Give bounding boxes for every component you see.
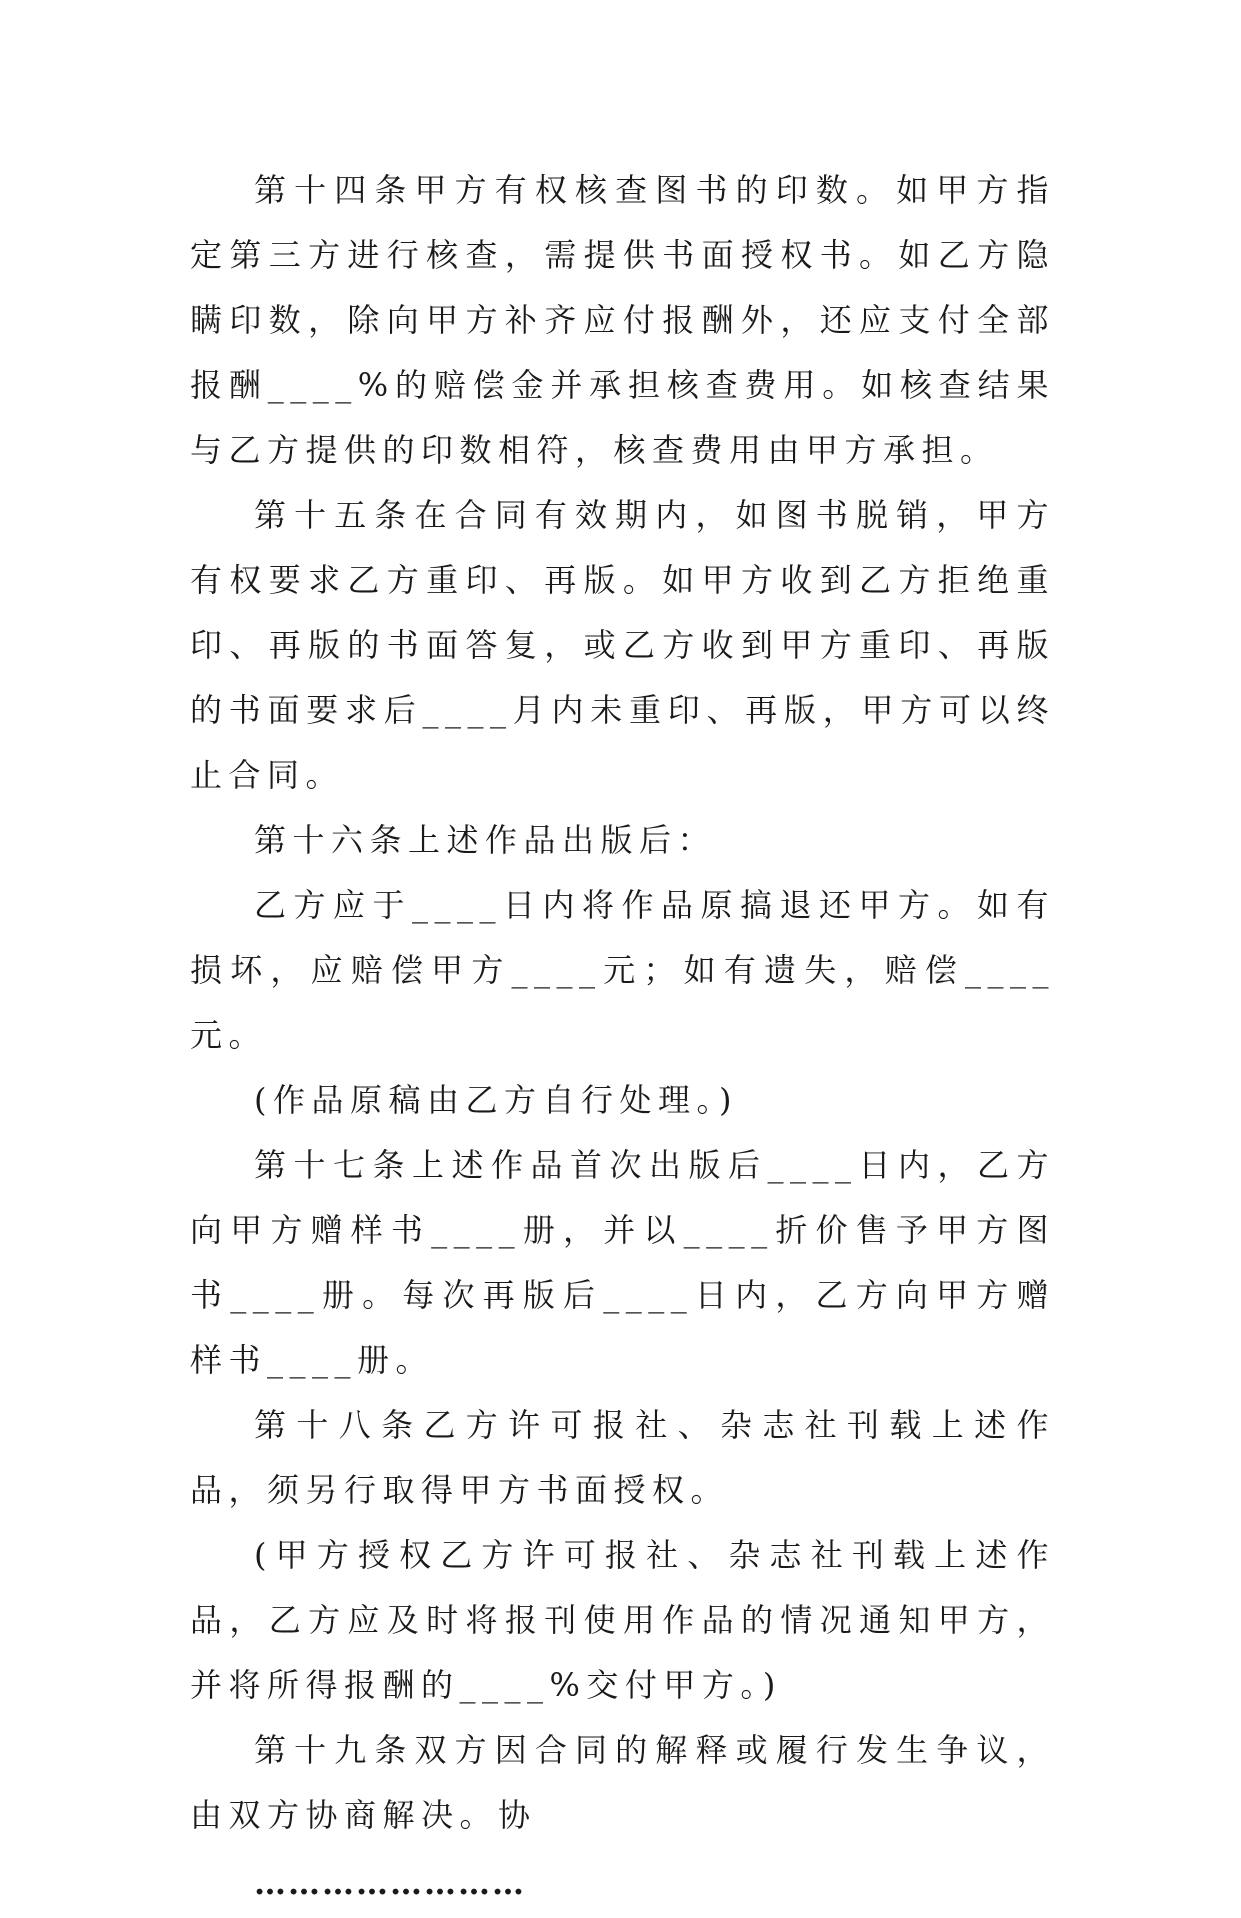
- article-15-paragraph: 第十五条在合同有效期内，如图书脱销，甲方有权要求乙方重印、再版。如甲方收到乙方拒绝重印、再版的书面答复，或乙方收到甲方重印、再版的书面要求后____月内未重印、再版，甲方可以终止合同。: [190, 496, 1055, 794]
- article-17-paragraph: 第十七条上述作品首次出版后____日内，乙方向甲方赠样书____册，并以____折价售予甲方图书____册。每次再版后____日内，乙方向甲方赠样书____册。: [190, 1146, 1055, 1379]
- article-14-paragraph: 第十四条甲方有权核查图书的印数。如甲方指定第三方进行核查，需提供书面授权书。如乙方隐瞒印数，除向甲方补齐应付报酬外，还应支付全部报酬____%的赔偿金并承担核查费用。如核查结果与乙方提供的印数相符，核查费用由甲方承担。: [190, 171, 1055, 469]
- continuation-ellipsis: ……………………: [254, 1864, 526, 1902]
- document-body: [190, 158, 1055, 1918]
- article-18-paragraph: 第十八条乙方许可报社、杂志社刊载上述作品，须另行取得甲方书面授权。: [190, 1406, 1055, 1509]
- article-16-heading: 第十六条上述作品出版后：: [254, 821, 717, 859]
- article-18-note: (甲方授权乙方许可报社、杂志社刊载上述作品，乙方应及时将报刊使用作品的情况通知甲方，并将所得报酬的____%交付甲方。): [190, 1536, 1055, 1704]
- article-16-clause: 乙方应于____日内将作品原搞退还甲方。如有损坏，应赔偿甲方____元；如有遗失，赔偿____元。: [190, 886, 1055, 1054]
- article-16-note: (作品原稿由乙方自行处理。): [254, 1081, 738, 1119]
- article-19-paragraph: 第十九条双方因合同的解释或履行发生争议，由双方协商解决。协: [190, 1731, 1055, 1834]
